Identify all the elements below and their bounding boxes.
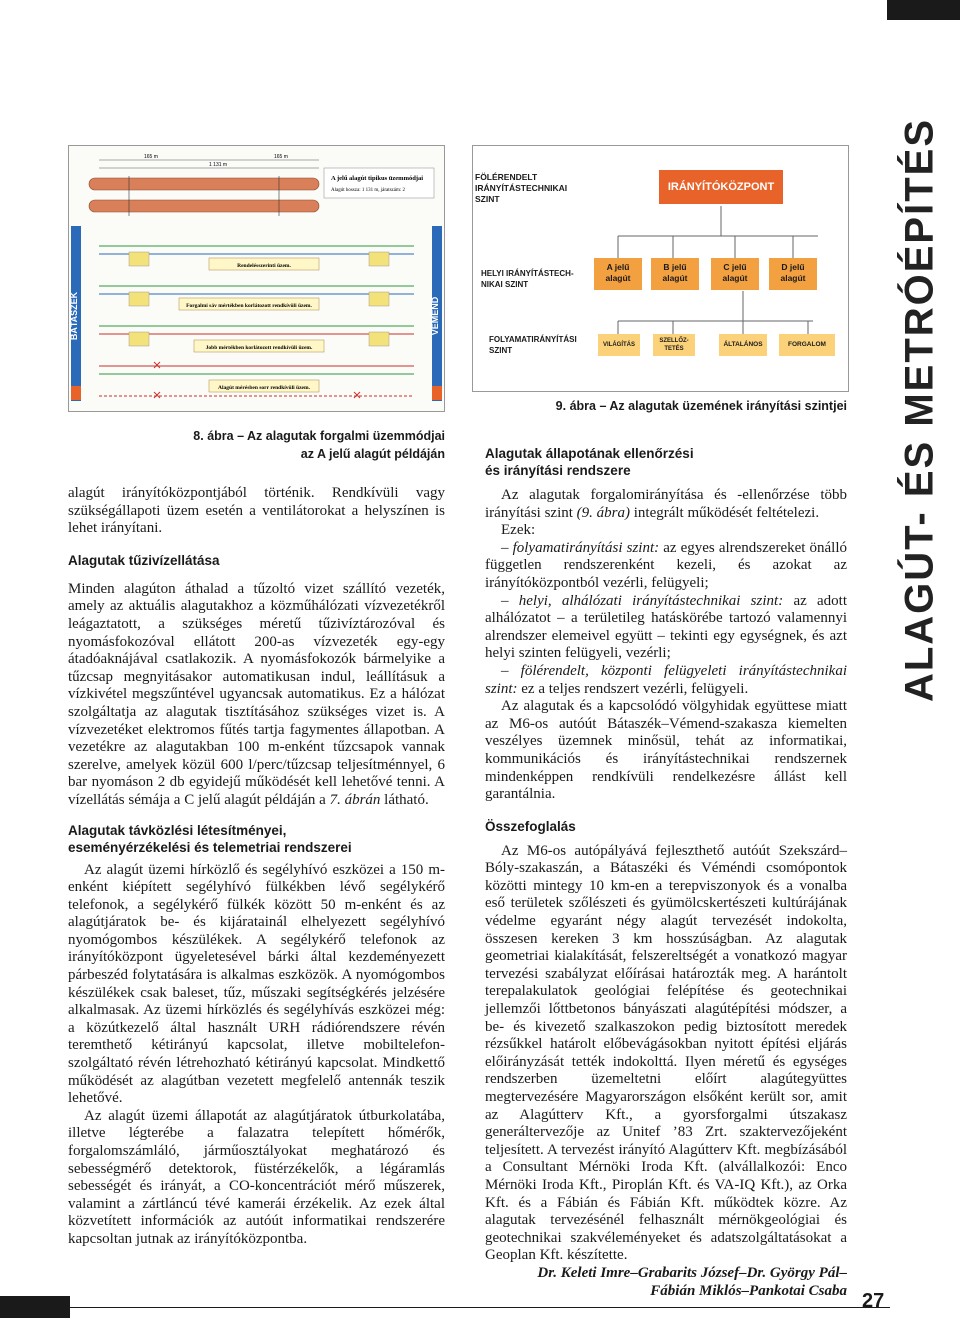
traffic-box: FORGALOM — [779, 334, 835, 356]
list-item-process: – folyamatirányítási szint: az egyes alrendszereket önálló független rendszerenként kezeli, és azokat az irányítóközpontból vezérli, felügyeli; — [485, 539, 847, 591]
level2-label: HELYI IRÁNYÍTÁSTECH-NIKAI SZINT — [481, 269, 574, 289]
control-center-box: IRÁNYÍTÓKÖZPONT — [659, 170, 783, 204]
right-label: VÉMÉND — [430, 296, 440, 336]
lighting-box: VILÁGÍTÁS — [598, 334, 640, 356]
these-paragraph: Ezek: — [501, 522, 536, 539]
tunnel-a-box: A jelű alagút — [594, 258, 642, 290]
mode-box-4: Alagút mérésben sorr rendkívüli üzem. — [218, 385, 310, 391]
figure-9-diagram — [472, 145, 849, 392]
left-label: BÁTASZÉK — [69, 291, 79, 341]
legend-sub: Alagút hossza: 1 131 m, járatszám: 2 — [331, 188, 406, 193]
svg-text:165 m: 165 m — [144, 154, 158, 160]
figure-9-caption: 9. ábra – Az alagutak üzemének irányítási szintjei — [555, 399, 847, 413]
svg-text:1 131 m: 1 131 m — [209, 162, 228, 168]
ventilation-box: SZELLŐZ-TETÉS — [653, 334, 695, 356]
tunnel-tube-1 — [89, 178, 319, 190]
level3-label: FOLYAMATIRÁNYÍTÁSI SZINT — [489, 335, 577, 355]
figure-8-caption: 8. ábra – Az alagutak forgalmi üzemmódjai az A jelű alagút példáján — [193, 429, 445, 461]
heading-summary: Összefoglalás — [485, 818, 576, 834]
monitoring-paragraph: Az alagút üzemi állapotát az alagútjáratok útburkolatába, illetve légterébe a falazatra telepített hőmérők, forgalomszámláló, járműosztályokat meghatározó és sebességmérő detektorok, füstérzékelők, a légáramlás sebességét és irányát, a CO-koncentrációt mérő műszerek, valamint a zártláncú tévé kamerái érzékelik. Az ezek által közvetített információk az autóút informatikai rendszerére kapcsoltan jutnak az irányítóközpontba. — [68, 1107, 445, 1247]
side-section-title: ALAGÚT- ÉS METRÓÉPÍTÉS — [897, 117, 942, 703]
list-item-central: – fölérendelt, központi felügyeleti irányítástechnikai szint: ez a teljes rendszert vezérli, felügyeli. — [485, 662, 847, 697]
summary-paragraph: Az M6-os autópályává fejleszthető autóút Szekszárd–Bóly-szakaszán, a Bátaszéki és Véméndi csomópontok közötti mintegy 10 km-en a terepviszonyok és a vonalba eső területek szőlészeti és gyümölcskertészeti kultúrájának védelme egyaránt négy alagút tervezését indokolta, összesen kereken 3 km hosszúságban. Az alagutak geometriai kialakítását, felszereltségét a vonatkozó magyar tervezési szabályzat előírásai határozták meg. A harántolt terepalakulatok geológiai felépítése és geotechnikai jellemzői lőttbetonos bányászati alagútépítési módszer, a be- és kivezető szalkaszokon pedig biztosított meredek rézsűkkel határolt előbevágásokban nyitott építési eljárás előirányzását tették indokolttá. Ilyen méretű és egységes rendszerben üzemeltetni előírt alagútegyüttes megtervezésére Magyarországon elsőként került sor, amit az Alagútterv Kft., a gyorsforgalmi útszakasz generáltervezője az Unitef ’83 Zrt. szaktervezőjeként teljesített. A tervezést irányító Alagútterv Kft. megbízásából a Consultant Mérnöki Iroda Kft. (alvállalkozói: Enco Mérnöki Iroda Kft., Piroplán Kft. és VA-IQ Kft.), az Orka Kft. és a Fábián és Fábián Kft. működtek közre. Az alagutak tervezésénél felhasznált mérnökgeológiai és geotechnikai szakvéleményeket és adatszolgáltatásokat a Geoplan Kft. készítette. — [485, 842, 847, 1264]
tunnel-b-box: B jelű alagút — [651, 258, 699, 290]
right-text-column — [485, 445, 847, 1300]
legend-title: A jelű alagút tipikus üzemmódjai — [331, 175, 424, 182]
heading-fire-water: Alagutak tűzivízellátása — [68, 552, 220, 568]
left-text-column — [68, 485, 445, 1249]
fire-water-paragraph: Minden alagúton áthalad a tűzoltó vizet szállító vezeték, amely az aktuális alagutakhoz a közműhálózati vízvezetékről leágaztatott, a szükséges méretű tűzivíztározóval és nyomásfokozóval ellátott 200-as vízvezeték egy-egy átadóaknájával csatlakozik. A nyomásfokozók bármelyike a tűzcsap megnyitásakor automatikusan indul, leállításuk a vízkivétel megszűntével ugyancsak automatikus. Ez a hálózat szolgáltatja az alagutak tisztításához szükséges vizet is. A vízvezetéket elektromos fűtés tartja fagymentes állapotban. A vezetékre az alagutakban 100 m-enként tűzcsapok vannak szerelve, amelyek közül 600 l/perc/tűzcsap teljesítménnyel, 6 bar nyomáson 2 db egyidejű működését kell lehetővé tenni. A vízellátás sémája a C jelű alagút példáján a 7. ábrán látható. — [68, 580, 445, 808]
tunnel-d-box: D jelű alagút — [769, 258, 817, 290]
intro-paragraph: alagút irányítóközpontjából történik. Rendkívüli vagy szükségállapoti üzem esetén a ventilátorokat a helyszínen is lehet irányítani. — [68, 485, 445, 537]
mode-box-3: Jobb mértékben korlátozott rendkívüli üzem. — [205, 345, 313, 351]
telecom-paragraph: Az alagút üzemi hírközlő és segélyhívó eszközei a 150 m-enként kiépített segélyhívó fülkékben lévő segélykérő telefonok, a segélykérő fülkék között 50 m-enként és az alagútjáratok be- és kijáratainál elhelyezett segélyhívó nyomógombos készülékek. A segélykérő telefonok az irányítóközpont ügyeletesével bárki által kezdeményezett párbeszéd folytatására is alkalmas eszközök. A nyomógombos készülékek csak baleset, tűz, műszaki segítségkérés jelzésére alkalmasak. Az üzemi hírközlés és segélyhívás eszközei még: a közútkezelő által használt URH rádiórendszere révén teremthető kétirányú kapcsolat, illetve mobiltelefon-szolgáltató révén létrehozható kétirányú kapcsolat. Mindkettő működését az alagútban vezetett megfelelő antennák teszik lehetővé. — [68, 861, 445, 1107]
traffic-mode-diagram — [69, 146, 444, 411]
page-number: 27 — [862, 1290, 885, 1312]
heading-control-system: Alagutak állapotának ellenőrzési és irányítási rendszere — [485, 446, 694, 478]
tunnel-c-box: C jelű alagút — [711, 258, 759, 290]
mode-box-2: Forgalmi sáv mértékben korlátozott rendkívüli üzem. — [186, 303, 312, 309]
heading-telecom: Alagutak távközlési létesítményei, eseményérzékelési és telemetriai rendszerei — [68, 822, 352, 855]
mode-box-1: Rendelésszerinti üzem. — [237, 263, 291, 269]
figure-8-diagram — [68, 145, 445, 412]
footer-line — [70, 1307, 890, 1308]
authors-line-2: Fábián Miklós–Pankotai Csaba — [650, 1282, 847, 1299]
authors-line-1: Dr. Keleti Imre–Grabarits József–Dr. György Pál– — [537, 1264, 847, 1281]
svg-text:165 m: 165 m — [274, 154, 288, 160]
hazard-paragraph: Az alagutak és a kapcsolódó völgyhidak együttese miatt az M6-os autóút Bátaszék–Vémend-szakasza kiemelten veszélyes üzemnek minősül, tehát az informatikai, kommunikációs és irányítástechnikai rendszernek mindenképpen rendkívüli rendelkezésre állást kell garantálnia. — [485, 698, 847, 803]
level1-label: FÖLÉRENDELT IRÁNYÍTÁSTECHNIKAI SZINT — [475, 172, 568, 204]
list-item-local: – helyi, alhálózati irányítástechnikai szint: az adott alhálózatot – a területileg hatáskörébe tartozó valamennyi alrendszer elemeivel együtt – tekinti egy egységnek, és azt helyi szinten felügyeli, vezérli; — [485, 592, 847, 662]
tunnel-tube-2 — [89, 200, 319, 212]
general-box: ÁLTALÁNOS — [719, 334, 767, 356]
control-paragraph: Az alagutak forgalomirányítása és -ellenőrzése több irányítási szint (9. ábra) integrált működését feltételezi. — [485, 487, 847, 521]
top-right-bar — [887, 0, 960, 20]
footer-bar — [0, 1296, 70, 1318]
